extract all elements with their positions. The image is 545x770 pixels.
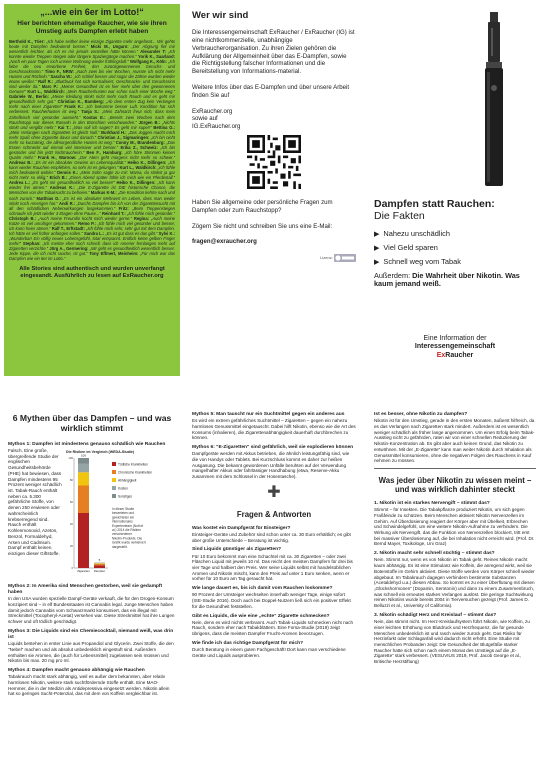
chart-legend-swatch bbox=[112, 478, 116, 482]
nicotine-point-question: 3. Nikotin schädigt Herz und Kreislauf – stimmt das? bbox=[374, 612, 497, 618]
cover-subtitle: Die Fakten bbox=[374, 209, 425, 222]
faq-answer: Durch Beratung in einem guten Fachgeschäft! Dort kann man verschiedene Geräte und Liquids ausprobieren. bbox=[192, 646, 346, 658]
testimonial-text: „Mir geht es gesundheitlich wesentlich besser. Jede Kippe, die ich nicht rauche, ist gut.“ bbox=[9, 246, 176, 257]
testimonial-text: „Bereits zwei Wochen nach dem Rauchstopp war dieses Rasseln in den Bronchien verschwunden.“ bbox=[9, 114, 176, 125]
testimonial-text: „Der Atem geht morgens nicht mehr so schwer.“ bbox=[76, 155, 176, 161]
chart-legend-label: Tödliche Krankheiten bbox=[118, 462, 148, 467]
nicotine-point-answer: Stimmt – für Insekten. Die Tabakpflanze produziert Nikotin, um sich gegen Fraßfeinde zu schützen. Beim Menschen aktiviert Nikotin Nervenzellen im Gehirn. Auf Überdosierung reagiert der Körper aber mit Übelkeit, Erbrechen und Schwindelgefühl, um eine weitere Nikotin-Aufnahme zu verhindern. Die Wirkung als Nervengift, das die Funktion von Nervenzellen blockiert, tritt erst bei massiver Überdosierung auf, die bei Inhalation nicht erreicht wird. (Prof. Dr. Bernd Mayer, Toxikologe, Uni Graz) bbox=[374, 507, 535, 547]
testimonial-author: Wolfgang K., Köln: bbox=[129, 58, 167, 64]
faq-answer: Nein, denn es wird nichts verbrannt. Auch Tabak-Liquids schmecken nicht nach Rauch, sondern eher nach Tabakblättern. Eine Forsa-Studie (2019) zeigt übrigens, dass die meisten Dampfer Frucht-Aromen bevorzugen. bbox=[192, 619, 354, 637]
testimonial-author: Ben F., Hamburg: bbox=[86, 149, 123, 155]
testimonials-panel bbox=[4, 4, 180, 376]
chart-y-tick: 80 bbox=[69, 477, 73, 482]
faq-question: Was kostet ein Dampfgerät für Einsteiger? bbox=[192, 525, 291, 531]
myths-title: 6 Mythen über das Dampfen – und was wirklich stimmt bbox=[12, 413, 172, 433]
testimonial-text: „Ab dem ersten Zug kein Verlangen mehr nach einer Zigarette!“ bbox=[9, 99, 176, 110]
chart-y-tick: 60 bbox=[69, 499, 73, 504]
chart-caption-line: Grafik wurde verkleinert bbox=[112, 540, 146, 545]
testimonial-text: „Ich merkte eher noch schnell, dass ich Amerier fernlangen mehr auf Zigaretten verzichte.“ bbox=[9, 241, 175, 252]
faq-panel bbox=[186, 404, 362, 766]
testimonial-text: „Ich fühle mich sehr, sehr gut mit dem Dampfen. Ich hätte es viel früher anfangen sollen.“ bbox=[9, 225, 175, 236]
chart-value-label: 5 bbox=[98, 557, 101, 562]
testimonial-author: Ralf R.: bbox=[38, 79, 54, 85]
testimonial-author: Kai T.: bbox=[58, 124, 71, 130]
chart-category-label: Zigaretten bbox=[77, 568, 90, 573]
chart-legend-label: Sonstiges bbox=[118, 494, 132, 499]
testimonial-author: Heiko K., Dillingen: bbox=[116, 180, 156, 186]
faq-answer: 90 Prozent der Umsteiger wechselten innerhalb weniger Tage, einige sofort (ISE-Studie 2016). Doch auch bei Doppel-Nutzern ließ sich ein positiver Effekt für die Gesundheit feststellen. bbox=[192, 592, 351, 609]
license-label bbox=[192, 254, 356, 262]
testimonials-headline: „...wie ein 6er im Lotto!“ bbox=[40, 7, 144, 17]
faq-question: Sind Liquids günstiger als Zigaretten? bbox=[192, 547, 282, 553]
about-panel bbox=[186, 4, 362, 400]
testimonial-text: „Ich liebe die neu erworbene Freiheit, den zurückgewonnenen Geruchs- und Geschmackssinn.“ bbox=[9, 58, 175, 74]
testimonial-author: Markus K-M.: bbox=[90, 190, 117, 196]
chart-bar-segment bbox=[78, 463, 89, 472]
qr-code-icon[interactable] bbox=[247, 135, 301, 189]
chart-y-tick: 0 bbox=[71, 565, 73, 570]
testimonial-text: „Der Abgrung fiel mir wesentlich leichter, als ich es mir jemals vorstellen hätte können.“ bbox=[9, 43, 176, 54]
myth-heading: Mythos 4: Dampfen macht genauso abhängig wie Rauchen bbox=[8, 667, 145, 673]
chart-legend-swatch bbox=[112, 494, 116, 498]
e-cigarette-icon bbox=[478, 10, 518, 190]
testimonial-author: Erika Z., Schweiz: bbox=[120, 144, 158, 150]
testimonial-text: „Ich fühle mich bedeutend wohler.“ bbox=[9, 165, 175, 176]
testimonial-author: Sascha W.: bbox=[50, 74, 73, 80]
testimonial-author: Christian J., Sigmaringen: bbox=[97, 134, 150, 140]
testimonial-text: „Ich habe seither keine einzige Zigarette mehr angefasst... Wir gehts heute mit Dampfen bedeutend besser.“ bbox=[9, 38, 176, 49]
testimonial-author: Regina: bbox=[133, 215, 150, 221]
testimonial-author: Andrea L.: bbox=[9, 180, 31, 186]
myth-heading: Mythos 6: "E-Zigaretten" sind gefährlich, weil sie explodieren können bbox=[192, 445, 354, 451]
testimonial-author: Timo F., NRW: bbox=[44, 68, 74, 74]
chart-bar-segment bbox=[78, 513, 89, 568]
testimonial-author: Conny M., Brandenburg: bbox=[115, 139, 165, 145]
facts-list bbox=[374, 229, 536, 266]
testimonial-author: Heiko K., Dillingen: bbox=[127, 160, 167, 166]
testimonial-text: „Ich bin nicht mehr so kurzatmig, die allmorgendliche Husten ist weg.“ bbox=[9, 134, 175, 145]
chart-bar-segment bbox=[94, 563, 105, 564]
faq-question: Gibt es Liquids, die wie eine „echte“ Zigarette schmecken? bbox=[192, 613, 330, 619]
chart-bar-segment bbox=[94, 564, 105, 565]
myth-text: Falsch. Eine große, übergreifende Studie der englischen Gesundheitsbehörde (PHE) hat bewiesen, dass Dampfen mindestens 95 Prozent weniger schädlich ist. Tabak-Rauch enthält neben ca. 5.300 gefährliche Stoffe, von denen 250 erwiesen oder wahrscheinlich krebserregend sind. Rauch enthält Kohlenmonoxid, Azeton, Benzol, Formaldehyd, Arsen und Cadmium. Dampf enthält keinen einzigen dieser Giftstoffe. bbox=[8, 447, 62, 557]
brand-rest: Raucher bbox=[445, 351, 474, 359]
testimonial-author: Berthold K., Trier: bbox=[9, 38, 45, 44]
testimonial-author: Remo P.: bbox=[78, 220, 96, 226]
testimonial-author: Kostas E.: bbox=[83, 114, 106, 120]
chart-y-tick: 40 bbox=[69, 521, 73, 526]
testimonial-author: Andreas K.: bbox=[49, 185, 75, 191]
testimonial-author: Yorik K., Saarland: bbox=[138, 53, 175, 59]
testimonial-author: Marc P.: bbox=[41, 84, 59, 90]
testimonial-author: Stephan: bbox=[22, 241, 41, 247]
risk-comparison-chart bbox=[66, 448, 176, 580]
testimonial-text: „Was soll ich sagen? Es geht mir super!“ bbox=[70, 124, 154, 130]
chart-y-tick: 20 bbox=[69, 543, 73, 548]
testimonial-author: Tony Effmert, Meinheim: bbox=[89, 251, 139, 257]
testimonial-text: „Beim Treppensteigen schnaufe ich jetzt wieder 3 Etagen ohne Pause...“ bbox=[9, 205, 175, 216]
testimonial-author: Andi R.: bbox=[59, 200, 76, 206]
chart-legend-label: Kosten bbox=[118, 486, 128, 491]
chart-caption-line: bewerteten und bbox=[112, 511, 134, 516]
testimonial-quotes bbox=[9, 39, 175, 262]
testimonial-text: „Mein Zahnarzt freut sich, dass mein Zahnfleisch viel gesünder aussieht.“ bbox=[9, 109, 176, 120]
faq-question: Wie lange dauert es, bis ich damit vom Rauchen loskomme? bbox=[192, 586, 333, 592]
chart-title: Die Risiken im Vergleich (WEDA-Studie) bbox=[66, 449, 135, 454]
testimonial-text: „Nichts stinkt und vergilbt mehr.“ bbox=[9, 119, 175, 130]
publisher bbox=[374, 335, 536, 360]
faq-answer: Für 10 Euro bekommt man eine Schachtel mit ca. 30 Zigaretten – oder zwei Fläschen Liquid mit jeweils 10 ml. Das reicht den meisten Dampfern für drei bis vier Tage und halbiert den Preis. Wer seine Liquids selbst mit handelsüblichen Aromen und Nikotin mischt, kann den Preis auf unter 1 Euro senken, wenn er vorher für 10 Euro am Tag geraucht hat. bbox=[192, 553, 353, 582]
testimonial-author: Kurt L., Waldkirch: bbox=[27, 89, 65, 95]
website-link-connector: sowie auf bbox=[192, 115, 218, 123]
testimonial-author: Ralf T., Erftstadt: bbox=[51, 225, 85, 231]
testimonial-text: „Ich kann wieder frei atmen.“ bbox=[9, 180, 175, 191]
fact-label: Nahezu unschädlich bbox=[383, 229, 450, 239]
testimonial-author: Burkhard H.: bbox=[101, 129, 127, 135]
chart-caption-line: verschiedener bbox=[112, 532, 133, 537]
faq-question: Wie finde ich das richtige Dampfgerät für mich? bbox=[192, 640, 304, 646]
myth-heading: Mythos 3: Die Liquids sind ein Chemiecocktail, niemand weiß, was drin ist bbox=[8, 628, 174, 640]
cover-panel bbox=[368, 4, 542, 400]
chart-caption-line: al.) 2014 die Risiken bbox=[112, 527, 141, 532]
about-title: Wer wir sind bbox=[192, 10, 249, 21]
testimonial-author: Matthias D.: bbox=[36, 195, 61, 201]
testimonial-text: „Für mich war das Dampfen wie ein 6er im Lotto.“ bbox=[9, 251, 175, 262]
ig-website-link[interactable]: IG.ExRaucher.org bbox=[192, 123, 241, 131]
myth-text: In den USA wurden spezielle Dampf-Geräte verkauft, die für den Drogen-Konsum konzipiert sind – in elf Bundesstaaten ist Cannabis legal. Junge Menschen haben damit jedoch Cannabis vom Schwarzmarkt konsumiert, das ein illegal mit Streckmittel (Tocopheryl-Acetat) versehen war. Diese Streckmittel hat ihre Lungen schwer und oft tödlich geschädigt. bbox=[8, 596, 175, 625]
testimonial-text: „Nach ein paar Tagen roch unsere Wohnung wieder frühlingsluft.“ bbox=[9, 58, 130, 64]
testimonial-text: „Es geht mir gesundheitlich so viel besser!“ bbox=[30, 180, 117, 186]
contact-email-link[interactable]: fragen@exraucher.org bbox=[192, 238, 257, 246]
testimonial-author: Dennis K.: bbox=[57, 170, 79, 176]
fact-label: Schnell weg vom Tabak bbox=[383, 257, 461, 267]
cc-license-icon bbox=[334, 254, 356, 262]
nicotine-answer: Nikotin ist für den Umstieg, gerade in den ersten Monaten, äußerst hilfreich, da es das Verlangen nach Zigaretten stark mindert. Außerdem ist es wesentlich weniger schädlich als früher lange angenommen. Um einen Erfolg beim Tabak-Ausstieg nicht zu gefährden, raten wir von einer schnellen Reduzierung der Nikotin-Konzentration ab. Es gibt aber auch keinen Grund, das Nikotin zu entwöhnen. Mit der „E-Zigarette“ kann man weiter Nikotin durch Inhalation als Genussmittel konsumieren, ohne die negativen Folgen des Rauchens in Kauf nehmen zu müssen. bbox=[374, 418, 535, 464]
chart-y-tick: 100 bbox=[68, 455, 73, 460]
about-more: Weitere Infos über das E-Dampfen und über unsere Arbeit finden Sie auf bbox=[192, 83, 350, 99]
testimonial-author: Reinhard T.: bbox=[101, 210, 126, 216]
testimonial-text: „Ich höre Stimmen keinen Qualm mehr.“ bbox=[9, 149, 175, 161]
chart-caption-line: Nikotin-Produkte. Die bbox=[112, 536, 143, 541]
myth-heading: Mythos 1: Dampfen ist mindestens genauso schädlich wie Rauchen bbox=[8, 441, 166, 447]
testimonial-author: Andreas B.: bbox=[9, 160, 33, 166]
myth-text: Dampfgeräte werden mit Akkus betrieben, die ähnlich leistungsfähig sind, wie die von Handys oder Tablets. Bei Kurzschluss kommt es daher zur heißen Ausgasung. Die bekannt gewordenen Unfälle beruhten auf der Verwendung mangelhafter Akkus oder fahrlässiger Handhabung (etwa, Reserve-Akku zusammen mit dem Schlüssel in der Hosentasche). bbox=[192, 451, 350, 480]
myths-panel bbox=[4, 404, 180, 766]
testimonial-author: Bettina G.: bbox=[153, 124, 175, 130]
testimonial-text: „Es ist gut dass es das gibt.“ bbox=[104, 230, 159, 236]
myth-text: Liquids bestehen in erster Linie aus Propandiol und Glycerin. Zwei Stoffe, die den "Nebel" machen und als absolut unbedenklich eingestuft sind. Außerdem enthalten sie Aromen, die (auch für Lebensmittel) zugelassen sein müssen und Nikotin bis max. 20 mg pro ml. bbox=[8, 641, 174, 664]
testimonial-author: Jürgen B.: bbox=[138, 119, 161, 125]
faq-list bbox=[192, 526, 356, 659]
myth-text: Es wird ein extrem gefährliches Suchtmittel – Zigaretten – gegen ein nahezu harmloses Genussmittel eingetauscht. Dabei hilft Nikotin, ebenso wie die Art des Konsums (inhalieren), die Zigarettenabhängigkeit dauerhaft durchbrechen zu können. bbox=[192, 418, 356, 441]
about-intro: Die Interessengemeinschaft ExRaucher / ExRaucher (IG) ist eine nichtkommerzielle, unabhängige Verbraucherorganisation. Zu ihren Zielen gehören die Aufklärung der Allgemeinheit über das E-Dampfen, sowie die Richtigstellung falscher Informationen und die Bereitstellung von Informations-material. bbox=[192, 29, 355, 76]
chart-caption-line: dargestellt. bbox=[112, 544, 128, 549]
testimonial-text: „Meiner Gesundheit ist es hier mehr über den gewonnenen Genuss!“ bbox=[9, 84, 175, 95]
chart-legend-label: Abhängigkeit bbox=[118, 478, 137, 483]
truth-bold: Die Wahrheit über Nikotin. Was kaum jemand weiß. bbox=[374, 271, 520, 289]
chart-legend-swatch bbox=[112, 462, 116, 466]
testimonial-author: Erich B.: bbox=[49, 175, 68, 181]
nicotine-panel bbox=[368, 404, 542, 766]
testimonial-text: „Blutdruck hat sich normalisiert, Geschmacks- und Geruchssinn sind wieder da.“ bbox=[9, 79, 176, 90]
publisher-line2: Interessengemeinschaft bbox=[414, 343, 496, 351]
testimonial-author: Fritz: bbox=[118, 205, 129, 211]
testimonial-text: „Auch meine Freundin kocht mich wieder gerne.“ bbox=[36, 215, 134, 221]
testimonial-text: „Nach zwei bis vier Wochen, musste ich nicht mehr Husten und Röcheln.“ bbox=[9, 68, 175, 80]
publisher-line1: Eine Information der bbox=[423, 334, 487, 342]
testimonial-author: Sandra L.: bbox=[83, 230, 105, 236]
nicotine-points bbox=[374, 501, 536, 665]
testimonial-author: Alexander T: bbox=[140, 48, 166, 54]
testimonial-text: „Es ist ein absoluter Mehrwert im Leben, dass man weder stinkt noch Amerigen hat.“ bbox=[9, 195, 175, 206]
testimonial-author: Christian K., Bamberg: bbox=[57, 99, 105, 105]
testimonial-author: Frank H., Warnow: bbox=[37, 155, 77, 161]
myth-heading: Mythos 2: In Amerika sind Menschen gestorben, weil sie gedampft haben bbox=[8, 583, 163, 595]
license-text: Lizenz: bbox=[320, 255, 333, 261]
testimonial-text: „Mein Sohn sagte zu mir: Mama, du stinkst ja gar nicht mehr so eklig.“ bbox=[9, 170, 175, 181]
testimonial-text: „Ich bin gesünder und bin jetzt Nichtraucherin.“ bbox=[9, 144, 175, 155]
divider bbox=[374, 468, 536, 469]
arrow-right-icon: ▶ bbox=[374, 258, 380, 266]
chart-category-label: Dampfen bbox=[93, 568, 106, 573]
chart-bar-segment bbox=[78, 485, 89, 513]
chart-bar-segment bbox=[78, 458, 89, 464]
testimonial-text: „Mein Verlangen nach Zigaretten ist gleich Null.“ bbox=[9, 129, 102, 135]
testimonial-text: „Ich bekomme besser Luft. Kondition hat sich verbessert. Raucherhusten ist weg.“ bbox=[9, 104, 175, 115]
myth-heading: Mythos 5: Man tauscht nur ein Suchtmittel gegen ein anderes aus bbox=[192, 412, 345, 417]
chart-legend-swatch bbox=[112, 486, 116, 490]
nicotine-point-answer: Nein. Stimmt nur, wenn es von Nikotin im Tabak geht. Reines Nikotin macht kaum abhängig. Es ist eine Stimulanz wie Koffein, die anregend wirkt, weil sie Botenstoffe im Gehirn aktiviert. Diese Stoffe werden vom Körper schnell wieder abgebaut. Im Tabakrauch dagegen verhindern bestimmte Substanzen (Acetaldehyd u.a.) diesen Abbau. So kommt es zu einer Überflutung mit diesen „Glückshormonen“ (Dopamin, Serotonin) und dann zu einem Zusammenbruch, was schnell ein erneutes starkes Verlangen auslöst. Die geringe Suchtwirkung reinen Nikotins wurde bereits 2004 in Tierversuchen gezeigt (Prof. James D. Belluzzi et al., University of California). bbox=[374, 557, 535, 609]
testimonial-text: „Das Joggen macht mich mehr Spaß ohne Zigarette davor und danach.“ bbox=[9, 129, 176, 140]
testimonial-text: „Die E-Zigarette ist DIE historische Chance, die Menschen von der Tabaksucht zu befreien.“ bbox=[9, 185, 175, 196]
testimonial-text: „Die Kondition kehrte nach und nach zurück.“ bbox=[9, 190, 176, 201]
testimonial-author: Gabriele W., Berlin: bbox=[9, 94, 49, 100]
fact-label: Viel Geld sparen bbox=[383, 243, 438, 253]
nicotine-point-question: 1. Nikotin ist ein starkes Nervengift – stimmt das? bbox=[374, 500, 490, 506]
testimonial-text: „Meine Kleidung stinkt nicht mehr nach Rauch und es geht mir gesundheitlich sehr gut.“ bbox=[9, 94, 175, 105]
testimonial-text: „Auch meine Katze ist viel unruhiger gekommen.“ bbox=[9, 215, 175, 226]
testimonial-text: „Wunderbar! Ein völlig neues Lebensgefühl, total entspannt. Endlich keine gelben Finger mehr!“ bbox=[9, 236, 175, 247]
nicotine-point-answer: Nein, das stimmt nicht. Im Herz-Kreislaufsystem führt Nikotin, wie Koffein, zu einer leichten Erhöhung von Blutdruck und Herzfrequenz, die für gesunde Menschen unbedenklich ist und rasch wieder zurück geht. Das Risiko für Herzinfarkt oder Schlaganfall wird dadurch nicht erhöht. Eine Studie mit menschlichen Probanden zeigt: Die Gesundheit der Blutgefäße starker Raucher hatte sich schon nach einem Monat des Umstiegs auf die „E-Zigarette“ stark verbessert. (VESUVIUS 2019, Prof. Jacob George et al., Britische Herzstiftung) bbox=[374, 619, 530, 665]
brand-ex: Ex bbox=[436, 351, 446, 359]
fact-item bbox=[374, 229, 536, 238]
fact-item bbox=[374, 243, 536, 252]
myth1-block bbox=[8, 448, 176, 580]
brand-logo bbox=[374, 352, 536, 360]
chart-value-label: 100 bbox=[80, 453, 87, 458]
faq-title: Fragen & Antworten bbox=[236, 509, 312, 519]
truth-intro: Außerdem: bbox=[374, 271, 411, 281]
chart-legend-swatch bbox=[112, 470, 116, 474]
chart-caption-line: In dieser Studie bbox=[112, 506, 135, 511]
testimonial-author: Frank K.: bbox=[64, 104, 84, 110]
cover-title bbox=[374, 199, 536, 222]
testimonial-author: Christoph B.: bbox=[9, 215, 36, 221]
chart-bar-segment bbox=[94, 565, 105, 568]
nicotine-truth bbox=[374, 272, 536, 289]
nicotine-title: Was jeder über Nikotin zu wissen meint – und was wirklich dahinter steckt bbox=[378, 476, 532, 494]
arrow-right-icon: ▶ bbox=[374, 230, 380, 238]
cover-title-main: Dampfen statt Rauchen: bbox=[374, 198, 495, 210]
nicotine-point-question: 2. Nikotin macht sehr schnell süchtig – stimmt das? bbox=[374, 551, 495, 557]
testimonial-text: „Es ist ein absoluter Gewinn an Lebensqualität.“ bbox=[32, 160, 128, 166]
chart-bar-segment bbox=[78, 472, 89, 485]
testimonials-closing: Alle Stories sind authentisch und wurden unverfangt eingesandt. Ausführlich zu lesen auf ExRaucher.org bbox=[19, 266, 165, 280]
arrow-right-icon: ▶ bbox=[374, 244, 380, 252]
testimonial-author: Sylvi K.: bbox=[158, 230, 176, 236]
testimonial-author: Kurt L., Waldkirch: bbox=[119, 165, 157, 171]
testimonial-text: „Durchs Dampfen bin ich von der Zigarettensucht mit all den schädlichen Nebenwirkungen losgekommen.“ bbox=[9, 200, 175, 211]
website-link[interactable]: ExRaucher.org bbox=[192, 107, 233, 115]
chart-legend-label: Chronische Krankheiten bbox=[118, 470, 153, 475]
fact-item bbox=[374, 257, 536, 266]
question-text: Haben Sie allgemeine oder persönliche Fragen zum Dampfen oder zum Rauchstopp? bbox=[192, 198, 333, 214]
contact-text: Zögern Sie nicht und schreiben Sie uns eine E-Mail: bbox=[192, 222, 333, 230]
testimonial-text: „Ich konnte wieder Treppen steigen oder längere Spaziergänge machen.“ bbox=[9, 48, 175, 59]
testimonial-text: „Mein Raucherhusten war schon nach einer Woche weg.“ bbox=[64, 89, 175, 95]
chart-caption-line: Expertenteam (Nutt et bbox=[112, 523, 144, 528]
chart-caption-line: internationales bbox=[112, 519, 133, 524]
testimonial-author: Micki M., Ungarn: bbox=[90, 43, 129, 49]
testimonial-text: „Ich fühle mich viel gesünder und besser, ich kann freier atmen.“ bbox=[9, 220, 175, 231]
testimonial-text: „Ich schlief besser und sogar die Zähne wurden wieder etwas weißer.“ bbox=[9, 74, 175, 85]
testimonial-text: „Einen Abend später fühle ich mich wie ein Pferdestall.“ bbox=[67, 175, 175, 181]
testimonial-text: „Ich fühle mich gesünder.“ bbox=[125, 210, 175, 216]
testimonial-author: Tanja S.: bbox=[81, 109, 100, 115]
plus-icon: ✚ bbox=[267, 483, 281, 501]
testimonials-subhead: Hier berichten ehemalige Raucher, wie sie ihren Umstieg aufs Dampfen erlebt haben bbox=[17, 20, 167, 36]
faq-answer: Einsteiger-Geräte und Zubehör sind schon unter ca. 30 Euro erhältlich; es gibt aber große Unterschiede – Beratung ist wichtig. bbox=[192, 531, 351, 543]
nicotine-question: Ist es besser, ohne Nikotin zu dampfen? bbox=[374, 412, 468, 417]
chart-caption-line: gewichteten ein bbox=[112, 515, 135, 520]
testimonial-author: Jörg A., Germering: bbox=[49, 246, 89, 252]
testimonial-text: „Das Essen schmeckt auf einmal viel intensiver und besser.“ bbox=[9, 139, 175, 150]
testimonial-text: „Ich kann wieder Rauchen empfehlen, so sehr ist es gelungen.“ bbox=[9, 160, 176, 171]
myth-text: Tabakrauch macht stark abhängig, weil es außer dem bekannten, aber relativ harmlosen Nikotin, weitere stark suchtfördernde Stoffe enthält. Eine MAO-Hemmer, die in der Medizin als Antidepressiva eingesetzt werden. Nikotin allein hat so geringes Sucht-Potenzial, das mit dem von Koffein vergleichbar ist. bbox=[8, 674, 170, 697]
